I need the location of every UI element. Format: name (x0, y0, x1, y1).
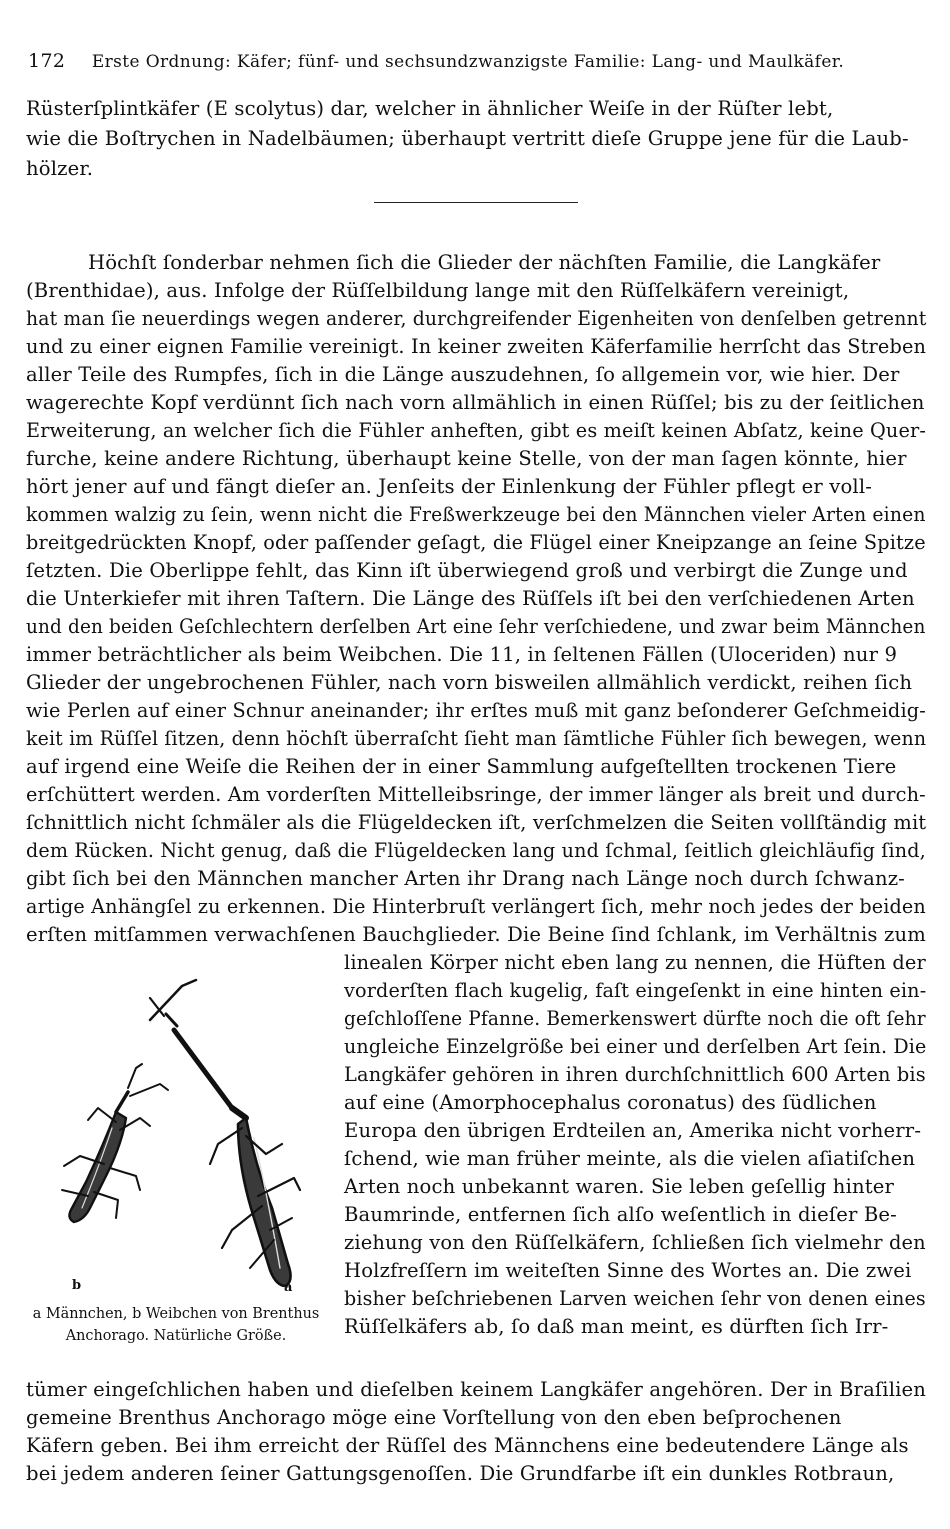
text-line: breitgedrückten Knopf, oder paſſender geſagt, die Flügel einer Kneipzange an ſeine Spitze (26, 531, 926, 554)
running-header (28, 50, 926, 76)
text-line: hört jener auf und fängt dieſer an. Jenſeits der Einlenkung der Fühler pflegt er voll- (26, 475, 873, 498)
text-line: auf eine (Amorphocephalus coronatus) des ſüdlichen (344, 1091, 877, 1114)
text-line: und zu einer eignen Familie vereinigt. In keiner zweiten Käferfamilie herrſcht das Streben (26, 335, 927, 358)
text-line: die Unterkiefer mit ihren Taſtern. Die Länge des Rüſſels iſt bei den verſchiedenen Arten (26, 587, 915, 610)
text-line: gibt ſich bei den Männchen mancher Arten ihr Drang nach Länge noch durch ſchwanz- (26, 867, 905, 890)
text-line: dem Rücken. Nicht genug, daß die Flügeldecken lang und ſchmal, ſeitlich gleichläufig ſind, (26, 839, 926, 862)
text-line: vorderſten flach kugelig, faſt eingeſenkt in eine hinten ein- (344, 979, 927, 1002)
text-line: ſetzten. Die Oberlippe fehlt, das Kinn iſt überwiegend groß und verbirgt die Zunge und (26, 559, 908, 582)
text-line: ziehung von den Rüſſelkäfern, ſchließen ſich vielmehr den (344, 1231, 926, 1254)
text-line: Rüsterſplintkäfer (E scolytus) dar, welcher in ähnlicher Weiſe in der Rüſter lebt, (26, 97, 834, 120)
text-line: wagerechte Kopf verdünnt ſich nach vorn allmählich in einen Rüſſel; bis zu der ſeitlichen (26, 391, 925, 414)
beetle-illustration (32, 968, 332, 1298)
text-line: Rüſſelkäfers ab, ſo daß man meint, es dürften ſich Irr- (344, 1315, 889, 1338)
text-line: ſchnittlich nicht ſchmäler als die Flügeldecken iſt, verſchmelzen die Seiten vollſtändig mit (26, 811, 927, 834)
text-line: hat man ſie neuerdings wegen anderer, durchgreifender Eigenheiten von denſelben getrennt (26, 307, 927, 330)
figure-label-b: b (72, 1278, 82, 1293)
figure-label-a: a (284, 1280, 293, 1295)
text-line: immer beträchtlicher als beim Weibchen. Die 11, in ſeltenen Fällen (Uloceriden) nur 9 (26, 643, 898, 666)
text-line: Erweiterung, an welcher ſich die Fühler anheften, gibt es meiſt keinen Abſatz, keine Quer- (26, 419, 927, 442)
text-line: hölzer. (26, 157, 94, 180)
text-line: und den beiden Geſchlechtern derſelben Art eine ſehr verſchiedene, und zwar beim Männchen (26, 615, 926, 638)
page-number: 172 (28, 50, 66, 72)
text-line: aller Teile des Rumpfes, ſich in die Länge auszudehnen, ſo allgemein vor, wie hier. Der (26, 363, 900, 386)
caption-line: Anchorago. Natürliche Größe. (65, 1328, 287, 1344)
text-line: ſchend, wie man früher meinte, als die vielen aſiatiſchen (344, 1147, 916, 1170)
text-line: Glieder der ungebrochenen Fühler, nach vorn bisweilen allmählich verdickt, reihen ſich (26, 671, 913, 694)
brenthus-beetles-icon (32, 968, 332, 1298)
text-line: Höchſt ſonderbar nehmen ſich die Glieder der nächſten Familie, die Langkäfer (88, 251, 881, 274)
text-line: wie die Boſtrychen in Nadelbäumen; überhaupt vertritt dieſe Gruppe jene für die Laub- (26, 127, 909, 150)
text-line: gemeine Brenthus Anchorago möge eine Vorſtellung von den eben beſprochenen (26, 1406, 842, 1429)
text-line: auf irgend eine Weiſe die Reihen der in einer Sammlung aufgeſtellten trockenen Tiere (26, 755, 897, 778)
running-title: Erste Ordnung: Käfer; fünf- und sechsundzwanzigste Familie: Lang- und Maulkäfer. (91, 52, 845, 72)
text-line: wie Perlen auf einer Schnur aneinander; ihr erſtes muß mit ganz beſonderer Geſchmeidig- (26, 699, 926, 722)
text-line: erſchüttert werden. Am vorderſten Mittelleibsringe, der immer länger als breit und durch- (26, 783, 926, 806)
text-line: ungleiche Einzelgröße bei einer und derſelben Art ſein. Die (344, 1035, 927, 1058)
text-line: artige Anhängſel zu erkennen. Die Hinterbruſt verlängert ſich, mehr noch jedes der beiden (26, 895, 926, 918)
text-line: Europa den übrigen Erdteilen an, Amerika nicht vorherr- (344, 1119, 922, 1142)
section-divider (374, 202, 578, 203)
text-line: (Brenthidae), aus. Infolge der Rüſſelbildung lange mit den Rüſſelkäfern vereinigt, (26, 279, 850, 302)
text-line: bei jedem anderen ſeiner Gattungsgenoſſen. Die Grundfarbe iſt ein dunkles Rotbraun, (26, 1462, 895, 1485)
caption-line: a Männchen, b Weibchen von Brenthus (32, 1306, 320, 1322)
text-line: Baumrinde, entfernen ſich alſo weſentlich in dieſer Be- (344, 1203, 897, 1226)
text-line: Arten noch unbekannt waren. Sie leben geſellig hinter (344, 1175, 895, 1198)
text-line: kommen walzig zu ſein, wenn nicht die Freßwerkzeuge bei den Männchen vieler Arten einen (26, 503, 926, 526)
figure-caption (22, 1303, 332, 1347)
text-line: tümer eingeſchlichen haben und dieſelben keinem Langkäfer angehören. Der in Braſilien (26, 1378, 927, 1401)
text-line: linealen Körper nicht eben lang zu nennen, die Hüften der (344, 951, 926, 974)
text-line: Käfern geben. Bei ihm erreicht der Rüſſel des Männchens eine bedeutendere Länge als (26, 1434, 909, 1457)
text-line: erſten mitſammen verwachſenen Bauchglieder. Die Beine ſind ſchlank, im Verhältnis zum (26, 923, 926, 946)
text-line: furche, keine andere Richtung, überhaupt keine Stelle, von der man ſagen könnte, hier (26, 447, 907, 470)
text-line: Langkäfer gehören in ihren durchſchnittlich 600 Arten bis (344, 1063, 926, 1086)
text-line: geſchloſſene Pfanne. Bemerkenswert dürfte noch die oft ſehr (344, 1007, 926, 1030)
text-line: bisher beſchriebenen Larven weichen ſehr von denen eines (344, 1287, 926, 1310)
text-line: keit im Rüſſel ſitzen, denn höchſt überraſcht ſieht man ſämtliche Fühler ſich bewegen, wenn (26, 727, 927, 750)
text-line: Holzfreſſern im weiteſten Sinne des Wortes an. Die zwei (344, 1259, 912, 1282)
